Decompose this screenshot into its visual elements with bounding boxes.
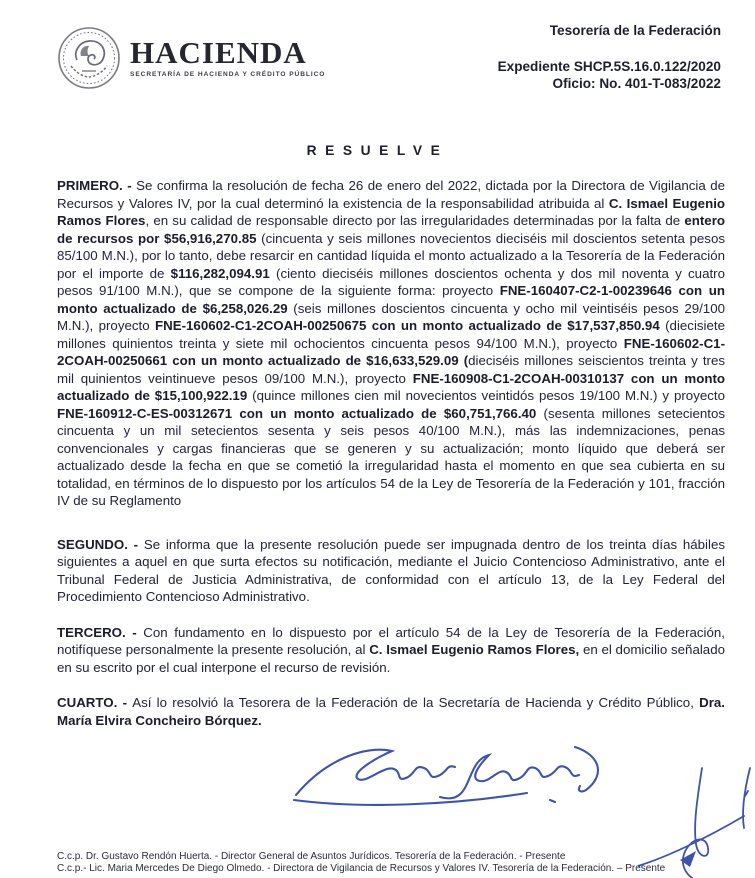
text-segment: FNE-160908-C1-2COAH-00310137 con un monto actualizado de $15,100,922.19	[57, 370, 726, 403]
text-segment: (sesenta millones setecientos cincuenta y un mil setecientos sesenta y seis pesos 40/100 M.N.), más las indemnizaciones, penas convencionales y cargas financieras que se generen y su actualización; monto líquido que deberá ser actualizado desde la fecha en que se cometió la irregularidad hasta el momento en que sea cubierta en su totalidad, en términos de lo dispuesto por los artículos 54 de la Ley de Tesorería de la Federación y 101, fracción IV de su Reglamento	[57, 405, 725, 508]
text-segment: TERCERO. -	[57, 624, 144, 640]
text-segment: dieciséis millones seiscientos treinta y tres mil quinientos veintinueve pesos 09/100 M.N.), proyecto	[57, 353, 725, 386]
oficio-number: Oficio: No. 401-T-083/2022	[552, 76, 721, 91]
text-segment: Se informa que la presente resolución puede ser impugnada dentro de los treinta días hábiles siguientes a aquel en que surta efectos su notificación, mediante el Juicio Contencioso Administrativo, ante el Tribunal Federal de Justicia Administrativa, de conformidad con el artículo 13, de la Ley Federal del Procedimiento Contencioso Administrativo.	[57, 536, 726, 604]
text-segment: (diecisiete millones quinientos treinta y siete mil ochocientos cincuenta pesos 94/100 M.N.), proyecto	[57, 318, 725, 351]
text-segment: en el domicilio señalado en su escrito por el cual interpone el recurso de revisión.	[57, 642, 725, 675]
text-segment: FNE-160602-C1-2COAH-00250661 con un monto actualizado de $16,633,529.09 (	[57, 335, 725, 368]
text-segment: (seis millones doscientos cincuenta y ocho mil veintiséis pesos 29/100 M.N.), proyecto	[57, 300, 725, 333]
text-segment: CUARTO. -	[57, 695, 133, 710]
ccp-line: C.c.p. Dr. Gustavo Rendón Huerta. - Director General de Asuntos Jurídicos. Tesorería de la Federación. - Presente	[57, 851, 566, 862]
text-segment: Se confirma la resolución de fecha 26 de enero del 2022, dictada por la Directora de Vigilancia de Recursos y Valores IV, por la cual determinó la existencia de la responsabilidad atribuida al	[57, 178, 725, 211]
text-segment: SEGUNDO. -	[57, 536, 144, 552]
logo-subtitle: SECRETARÍA DE HACIENDA Y CRÉDITO PÚBLICO	[130, 71, 326, 78]
tesorera-signature	[292, 733, 628, 813]
expediente-number: Expediente SHCP.5S.16.0.122/2020	[497, 59, 721, 74]
text-segment: (cincuenta y seis millones novecientos dieciséis mil doscientos setenta pesos 85/100 M.N.), por lo tanto, debe resarcir en cantidad líquida el monto actualizado a la Tesorería de la Federación por el importe de	[57, 230, 725, 281]
text-segment: (ciento dieciséis millones doscientos ochenta y dos mil noventa y cuatro pesos 91/100 M.N.), que se compone de la siguiente forma: proyecto	[57, 265, 725, 298]
paragraph-primero	[57, 177, 725, 510]
document-reference-block	[498, 22, 721, 92]
resuelve-title: RESUELVE	[306, 143, 449, 158]
text-segment: entero de recursos por $56,916,270.85	[57, 213, 725, 246]
document-body	[0, 177, 755, 729]
text-segment: Así lo resolvió la Tesorera de la Federación de la Secretaría de Hacienda y Crédito Público,	[132, 695, 700, 710]
paragraph-tercero	[57, 624, 725, 677]
ccp-line: C.c.p.- Lic. Maria Mercedes De Diego Olmedo. - Directora de Vigilancia de Recursos y Valores IV. Tesorería de la Federación. – Presente	[57, 863, 666, 875]
text-segment: PRIMERO. -	[57, 178, 137, 193]
hacienda-logo	[57, 24, 325, 92]
text-segment: Dra. María Elvira Concheiro Bórquez.	[57, 695, 725, 728]
text-segment: C. Ismael Eugenio Ramos Flores	[57, 195, 726, 228]
text-segment: C. Ismael Eugenio Ramos Flores,	[369, 642, 583, 657]
text-segment: , en su calidad de responsable directo por las irregularidades determinadas por la falta de	[145, 213, 685, 228]
ccp-footer	[57, 851, 665, 876]
text-segment: Con fundamento en lo dispuesto por el artículo 54 de la Ley de Tesorería de la Federación, notifíquese personalmente la presente resolución, al	[57, 624, 725, 657]
logo-text	[130, 35, 326, 78]
mexico-coat-of-arms-seal-icon	[57, 26, 121, 90]
institution-name: Tesorería de la Federación	[549, 23, 721, 38]
text-segment: (quince millones cien mil novecientos veintidós pesos 19/100 M.N.) y proyecto	[252, 388, 725, 403]
text-segment: FNE-160602-C1-2COAH-00250675 con un monto actualizado de $17,537,850.94	[155, 318, 666, 333]
logo-brand: HACIENDA	[130, 35, 307, 70]
text-segment: FNE-160912-C-ES-00312671 con un monto actualizado de $60,751,766.40	[57, 405, 544, 421]
text-segment: $116,282,094.91	[170, 265, 277, 281]
paragraph-cuarto	[57, 694, 725, 729]
document-header	[0, 0, 755, 92]
paragraph-segundo	[57, 536, 725, 606]
text-segment: FNE-160407-C2-1-00239646 con un monto actualizado de $6,258,026.29	[57, 283, 725, 316]
